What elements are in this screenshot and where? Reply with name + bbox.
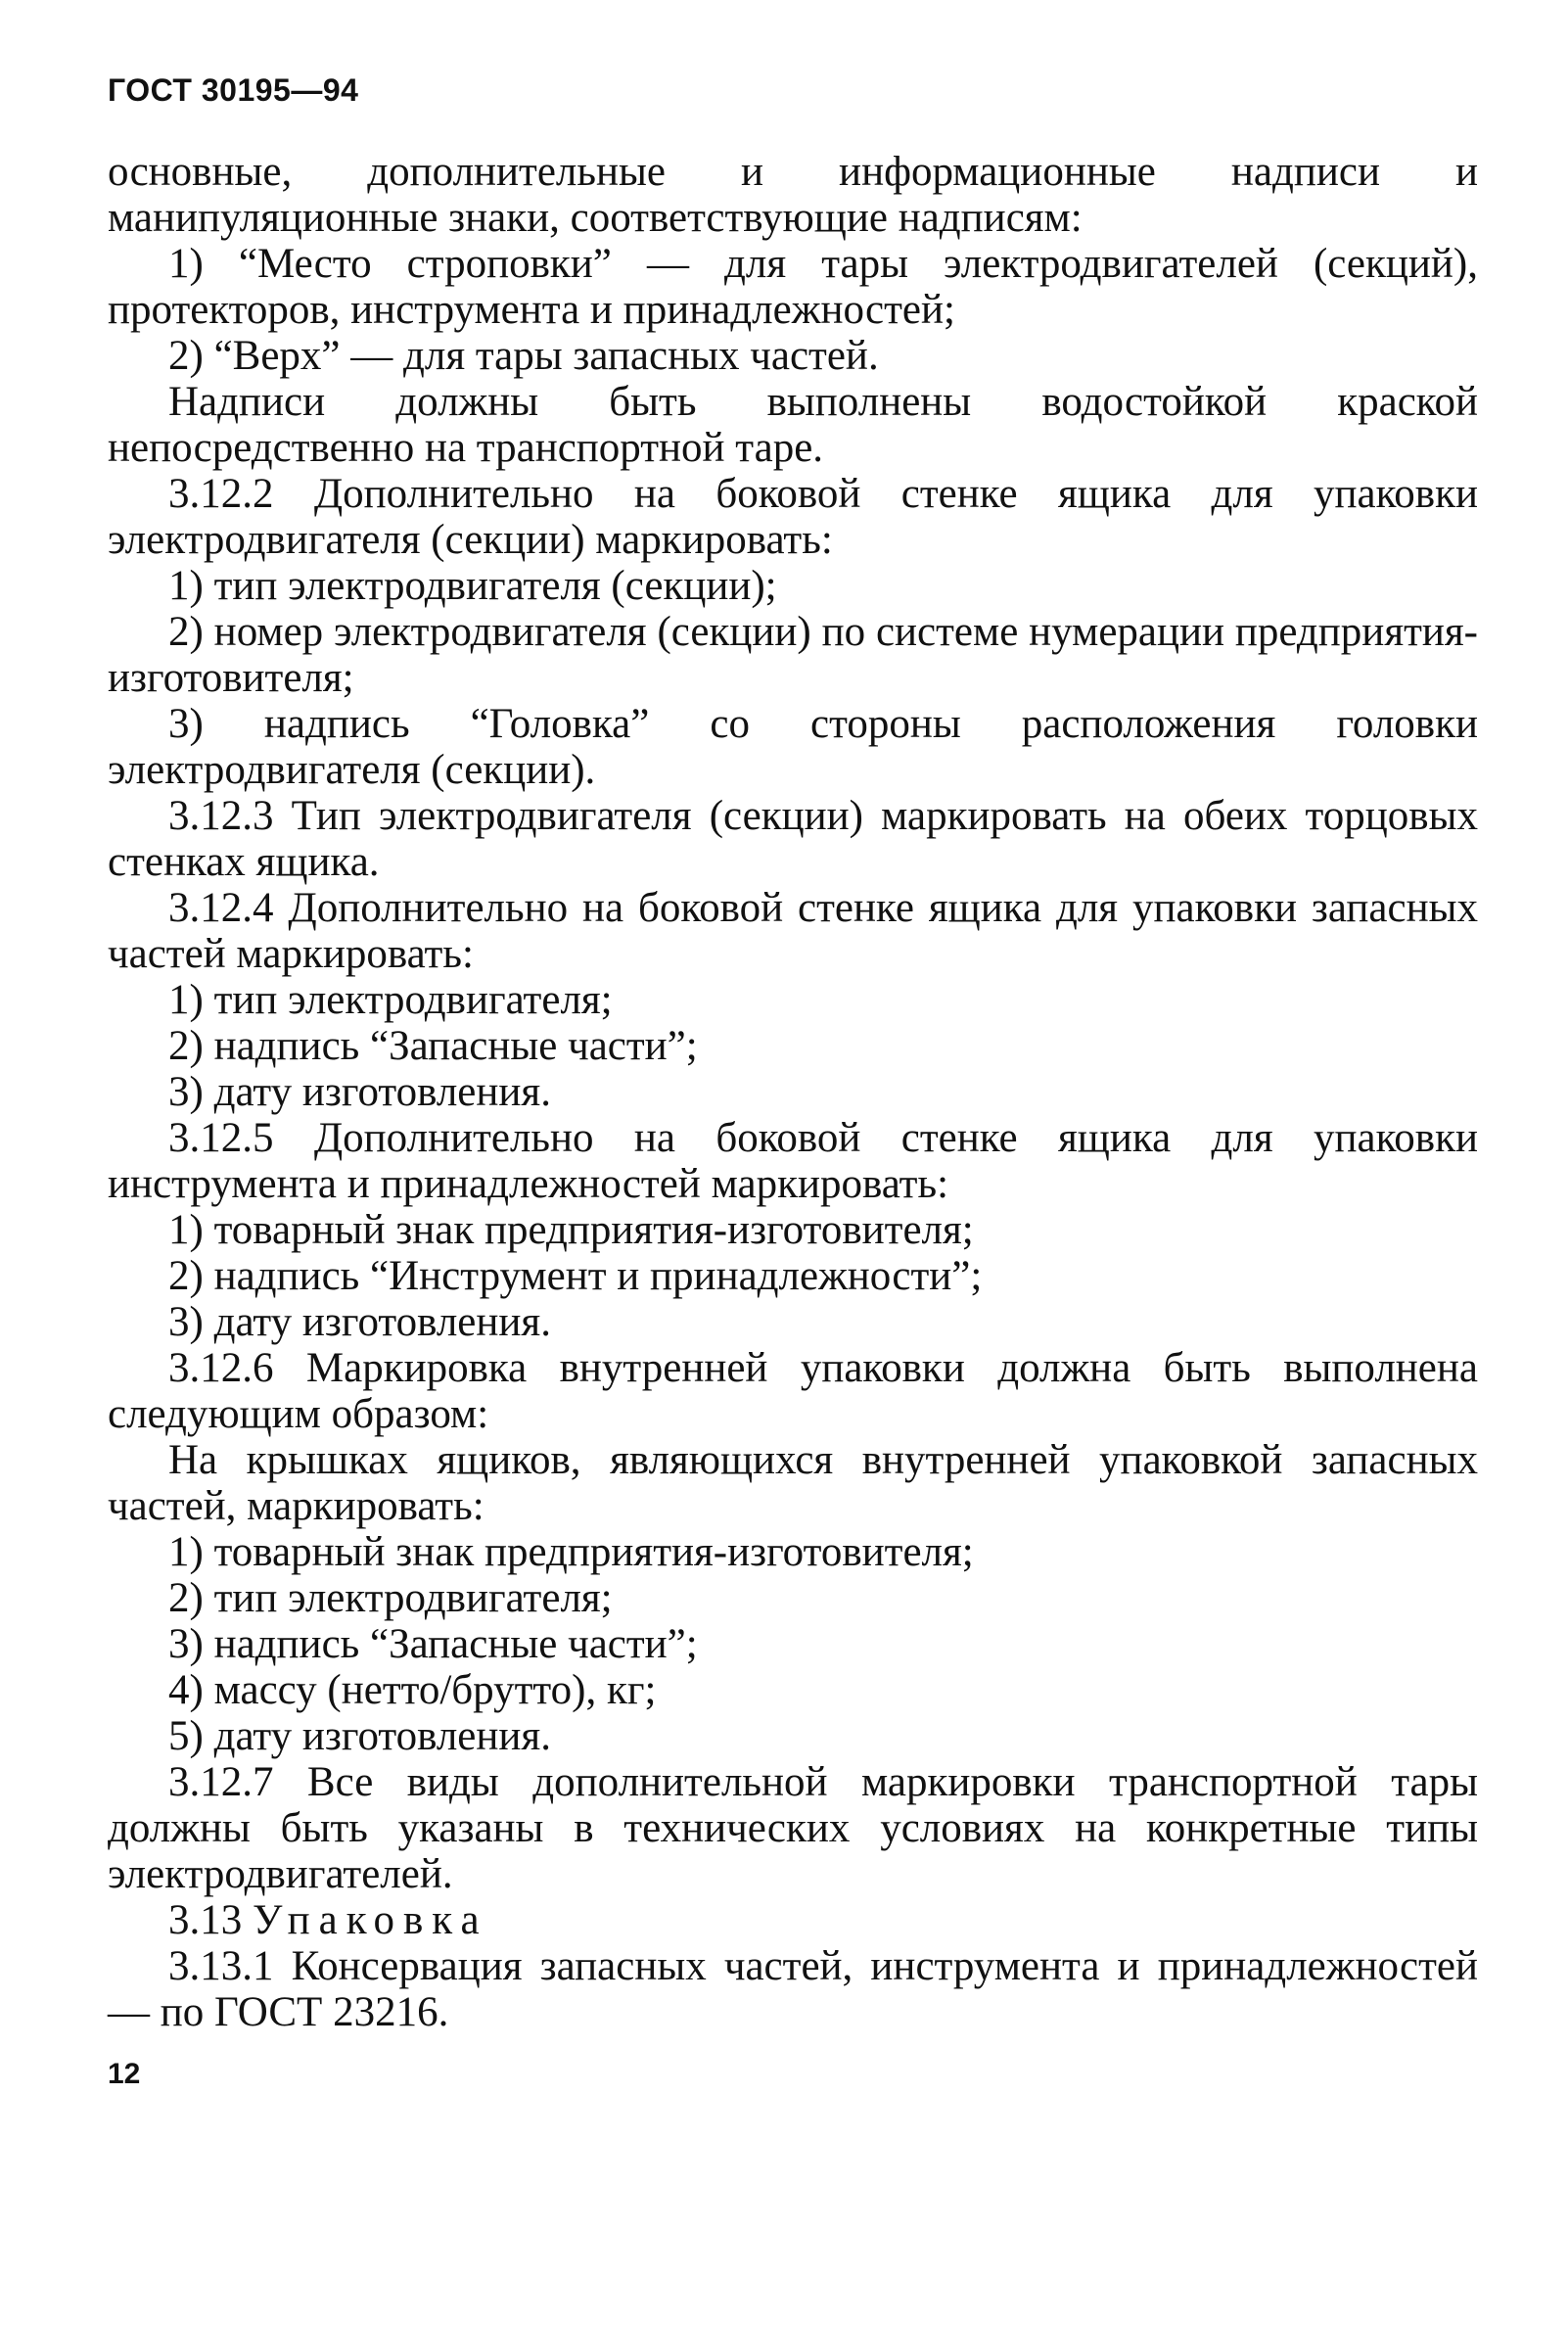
paragraph-1: основные, дополнительные и информационные надписи и манипуляционные знаки, соответствующие надписям: — [108, 149, 1478, 241]
paragraph-18: 3.12.6 Маркировка внутренней упаковки должна быть выполнена следующим образом: — [108, 1345, 1478, 1437]
paragraph-24: 5) дату изготовления. — [168, 1713, 551, 1759]
paragraph-15: 1) товарный знак предприятия-изготовителя; — [168, 1207, 974, 1253]
paragraph-21: 2) тип электродвигателя; — [168, 1575, 613, 1621]
paragraph-25: 3.12.7 Все виды дополнительной маркировки транспортной тары должны быть указаны в технических условиях на конкретные типы электродвигателей. — [108, 1759, 1478, 1897]
document-header: ГОСТ 30195—94 — [108, 72, 359, 108]
paragraph-17: 3) дату изготовления. — [168, 1299, 551, 1345]
paragraph-6: 1) тип электродвигателя (секции); — [168, 563, 777, 609]
paragraph-16: 2) надпись “Инструмент и принадлежности”; — [168, 1253, 983, 1299]
paragraph-11: 1) тип электродвигателя; — [168, 977, 613, 1023]
paragraph-14: 3.12.5 Дополнительно на боковой стенке ящика для упаковки инструмента и принадлежностей маркировать: — [108, 1115, 1478, 1207]
document-page — [108, 70, 1478, 2263]
paragraph-2: 1) “Место строповки” — для тары электродвигателей (секций), протекторов, инструмента и принадлежностей; — [108, 241, 1478, 333]
paragraph-7: 2) номер электродвигателя (секции) по системе нумерации предприятия-изготовителя; — [108, 609, 1478, 701]
paragraph-23: 4) массу (нетто/брутто), кг; — [168, 1667, 657, 1713]
paragraph-12: 2) надпись “Запасные части”; — [168, 1023, 698, 1069]
document-body — [108, 149, 1478, 2035]
page-number: 12 — [108, 2058, 141, 2090]
paragraph-20: 1) товарный знак предприятия-изготовителя; — [168, 1529, 974, 1575]
paragraph-5: 3.12.2 Дополнительно на боковой стенке ящика для упаковки электродвигателя (секции) маркировать: — [108, 471, 1478, 563]
paragraph-8: 3) надпись “Головка” со стороны расположения головки электродвигателя (секции). — [108, 701, 1478, 793]
paragraph-22: 3) надпись “Запасные части”; — [168, 1621, 698, 1667]
paragraph-9: 3.12.3 Тип электродвигателя (секции) маркировать на обеих торцовых стенках ящика. — [108, 793, 1478, 885]
section-heading-3-13: 3.13 Упаковка — [168, 1897, 488, 1943]
paragraph-19: На крышках ящиков, являющихся внутренней упаковкой запасных частей, маркировать: — [108, 1437, 1478, 1529]
paragraph-4: Надписи должны быть выполнены водостойкой краской непосредственно на транспортной таре. — [108, 379, 1478, 471]
paragraph-13: 3) дату изготовления. — [168, 1069, 551, 1115]
paragraph-10: 3.12.4 Дополнительно на боковой стенке ящика для упаковки запасных частей маркировать: — [108, 885, 1478, 977]
paragraph-27: 3.13.1 Консервация запасных частей, инструмента и принадлежностей — по ГОСТ 23216. — [108, 1943, 1478, 2035]
paragraph-3: 2) “Верх” — для тары запасных частей. — [168, 333, 879, 379]
